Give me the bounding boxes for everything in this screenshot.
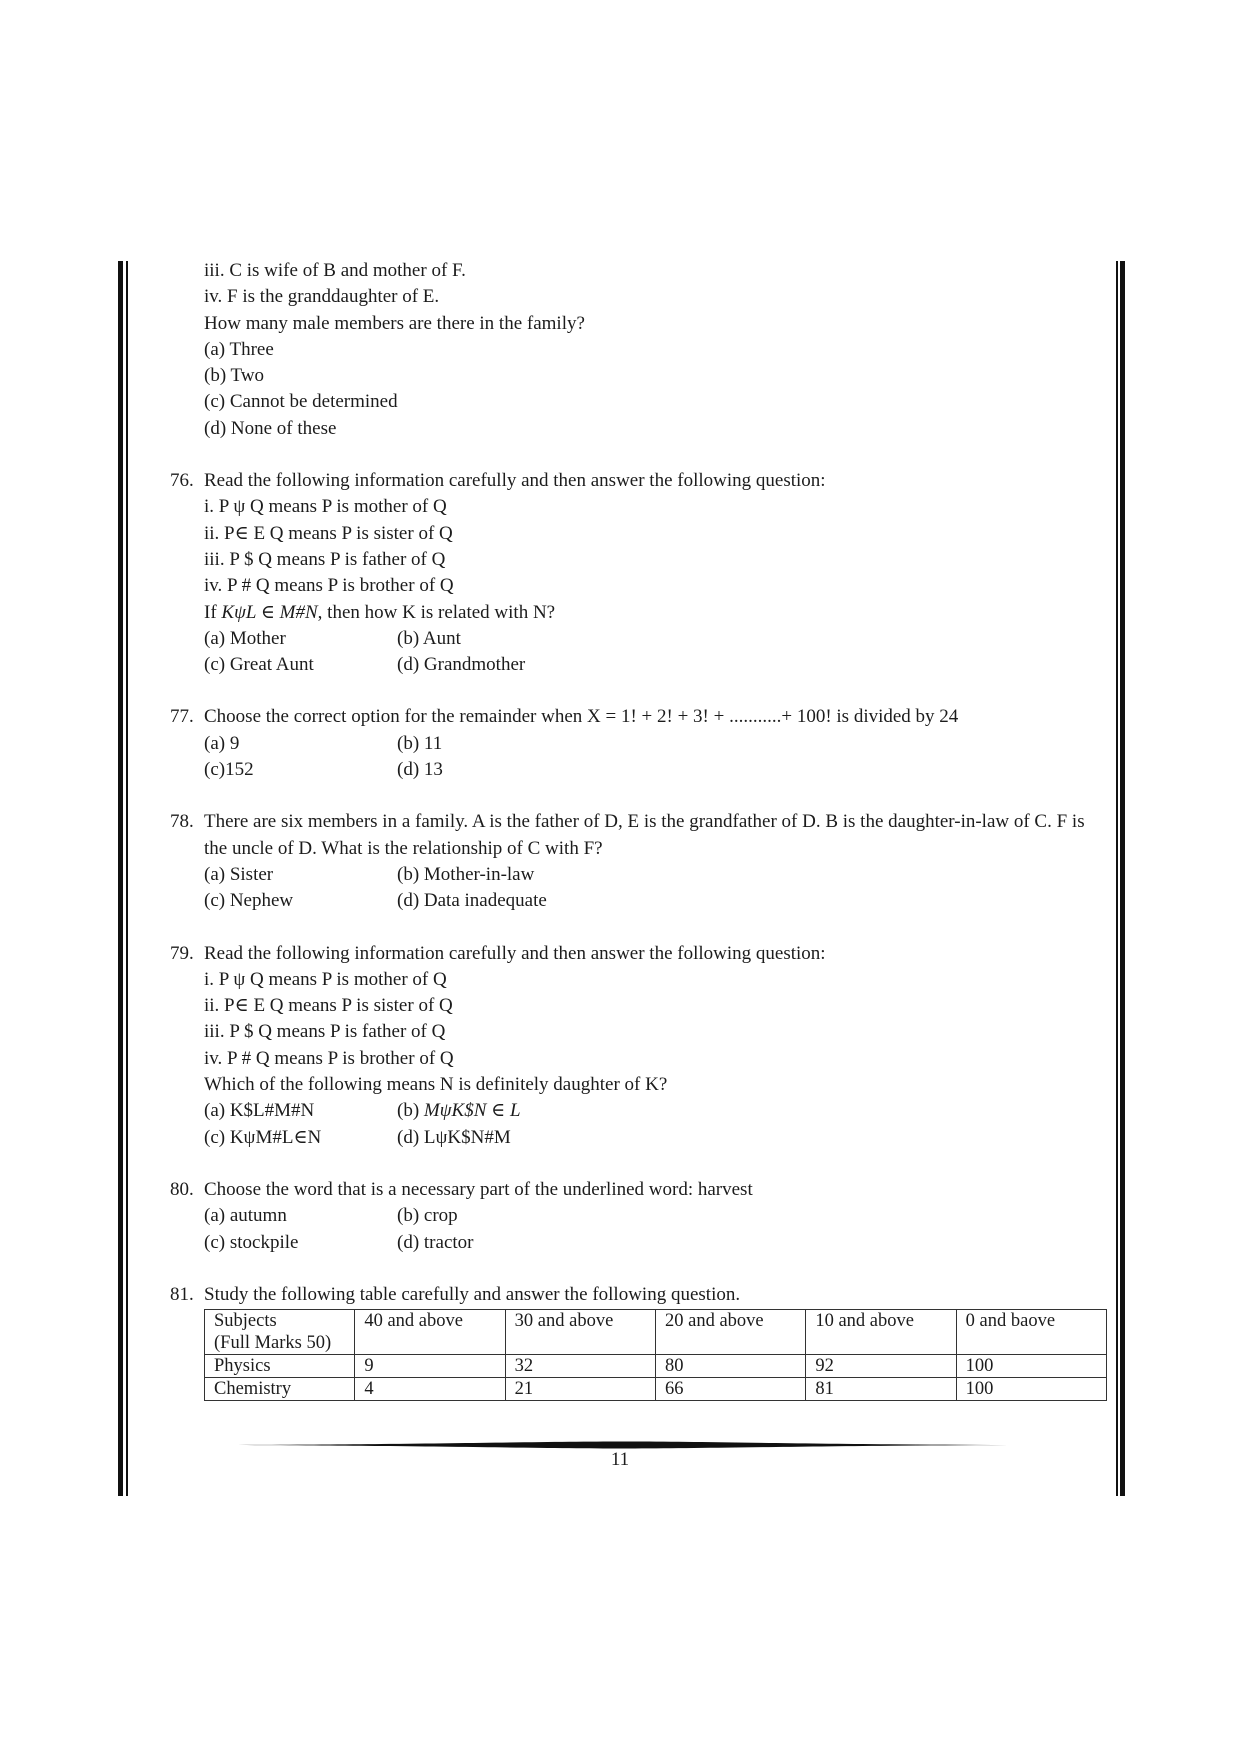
option-a: (a) Mother: [204, 627, 286, 649]
question-81: [170, 1282, 1110, 1401]
option-d: (d) None of these: [204, 417, 337, 439]
options: [170, 1203, 1110, 1256]
option-a: (a) K$L#M#N: [204, 1100, 315, 1122]
question-76: [170, 468, 1110, 678]
header-cell: 10 and above: [806, 1310, 956, 1355]
question-number: 81.: [170, 1283, 194, 1305]
page-number: 11: [610, 1449, 630, 1470]
question-text: Choose the correct option for the remainder when X = 1! + 2! + 3! + ...........+ 100! is divided by 24: [204, 706, 959, 728]
definition-line: ii. P∈ E Q means P is sister of Q: [204, 995, 453, 1017]
option-b: (b) 11: [397, 732, 443, 754]
table-cell: 92: [806, 1355, 956, 1378]
option-b: (b) Two: [204, 365, 265, 387]
definition-line: i. P ψ Q means P is mother of Q: [204, 968, 447, 990]
option-c: (c)152: [204, 759, 254, 781]
option-b: (b) Mother-in-law: [397, 863, 535, 885]
question-79: [170, 941, 1110, 1151]
definition-line: ii. P∈ E Q means P is sister of Q: [204, 522, 453, 544]
header-cell: 20 and above: [655, 1310, 805, 1355]
table-cell: 100: [956, 1355, 1106, 1378]
header-subjects-line1: Subjects: [214, 1311, 277, 1332]
table-cell: 9: [355, 1355, 505, 1378]
row-subject: Chemistry: [205, 1378, 355, 1401]
statement-line: iii. C is wife of B and mother of F.: [204, 260, 466, 281]
table-cell: 21: [505, 1378, 655, 1401]
question-78: [170, 809, 1110, 914]
header-cell: 0 and baove: [956, 1310, 1106, 1355]
option-a: (a) 9: [204, 732, 240, 754]
table-cell: 32: [505, 1355, 655, 1378]
question-77: [170, 704, 1110, 783]
table-row: [205, 1355, 1107, 1378]
question-prompt: Which of the following means N is definitely daughter of K?: [204, 1074, 668, 1096]
page-border-left: [118, 261, 130, 1496]
definition-line: i. P ψ Q means P is mother of Q: [204, 496, 447, 518]
option-a: (a) autumn: [204, 1205, 287, 1227]
option-c: (c) stockpile: [204, 1231, 299, 1253]
prompt-suffix: , then how K is related with N?: [317, 601, 556, 623]
prompt-prefix: If: [204, 601, 222, 623]
question-text: Read the following information carefully and then answer the following question:: [204, 942, 826, 964]
option-b: [397, 1098, 521, 1124]
definition-line: iii. P $ Q means P is father of Q: [204, 1021, 446, 1043]
table-cell: 81: [806, 1378, 956, 1401]
options: [170, 731, 1110, 784]
option-b: (b) crop: [397, 1205, 458, 1227]
question-number: 80.: [170, 1178, 194, 1200]
question-text: There are six members in a family. A is the father of D, E is the grandfather of D. B is the daughter-in-law of C. F is the uncle of D. What is the relationship of C with F?: [204, 811, 1085, 859]
question-text: Choose the word that is a necessary part of the underlined word: harvest: [204, 1178, 753, 1200]
option-c: (c) Great Aunt: [204, 654, 314, 676]
option-b-prefix: (b): [397, 1100, 424, 1122]
option-d: (d) Data inadequate: [397, 890, 547, 912]
options: [170, 1098, 1110, 1151]
question-number: 78.: [170, 811, 194, 833]
table-cell: 4: [355, 1378, 505, 1401]
prompt-expression: KψL ∈ M#N: [221, 601, 318, 623]
header-cell: 40 and above: [355, 1310, 505, 1355]
page-border-right: [1116, 261, 1128, 1496]
option-b: (b) Aunt: [397, 627, 461, 649]
question-75-continuation: [170, 258, 1110, 442]
definition-line: iv. P # Q means P is brother of Q: [204, 575, 454, 597]
option-b-expression: MψK$N ∈ L: [423, 1100, 521, 1122]
option-d: (d) 13: [397, 759, 443, 781]
table-cell: 100: [956, 1378, 1106, 1401]
table-cell: 80: [655, 1355, 805, 1378]
option-d: (d) tractor: [397, 1231, 474, 1253]
row-subject: Physics: [205, 1355, 355, 1378]
option-d: (d) LψK$N#M: [397, 1126, 511, 1148]
option-d: (d) Grandmother: [397, 654, 526, 676]
option-c: (c) Nephew: [204, 890, 294, 912]
option-c: (c) KψM#L∈N: [204, 1126, 322, 1148]
option-c: (c) Cannot be determined: [204, 391, 398, 413]
option-a: (a) Sister: [204, 863, 274, 885]
header-subjects-line2: (Full Marks 50): [214, 1333, 332, 1354]
question-number: 77.: [170, 706, 194, 728]
question-text: Study the following table carefully and answer the following question.: [204, 1283, 741, 1305]
page-content: [170, 258, 1110, 1401]
header-cell: 30 and above: [505, 1310, 655, 1355]
question-text: Read the following information carefully and then answer the following question:: [204, 470, 826, 492]
header-subjects: [205, 1310, 355, 1355]
options: [170, 862, 1110, 915]
definition-line: iv. P # Q means P is brother of Q: [204, 1047, 454, 1069]
statement-line: iv. F is the granddaughter of E.: [204, 286, 440, 308]
question-prompt: [170, 600, 1110, 626]
table-header-row: [205, 1310, 1107, 1355]
question-prompt: How many male members are there in the family?: [204, 312, 585, 334]
question-80: [170, 1177, 1110, 1256]
options: [170, 626, 1110, 679]
marks-table: [204, 1309, 1107, 1401]
definition-line: iii. P $ Q means P is father of Q: [204, 548, 446, 570]
option-a: (a) Three: [204, 338, 274, 360]
table-cell: 66: [655, 1378, 805, 1401]
question-number: 76.: [170, 470, 194, 492]
table-row: [205, 1378, 1107, 1401]
question-number: 79.: [170, 942, 194, 964]
